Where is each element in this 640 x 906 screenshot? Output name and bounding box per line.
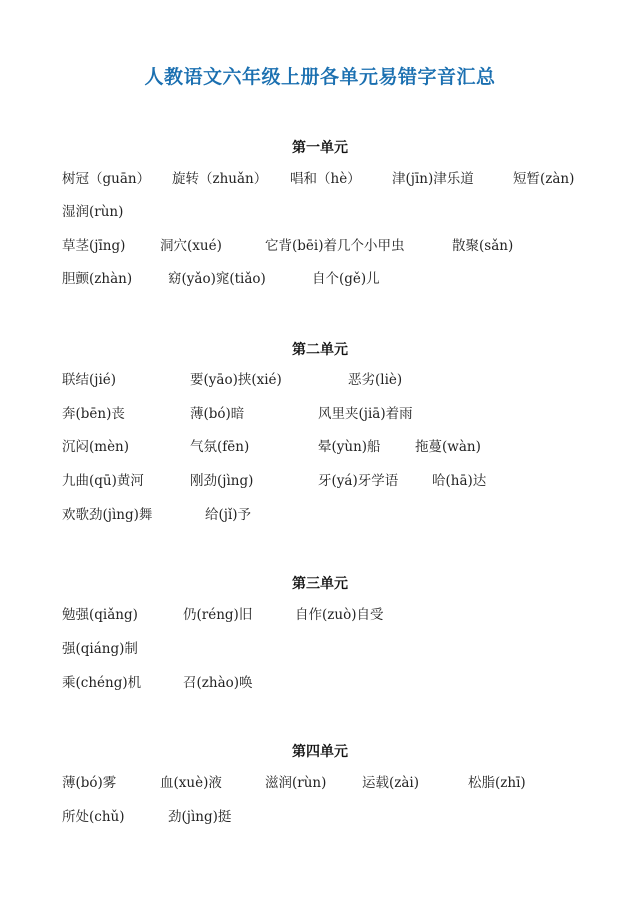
vocab-entry: 恶劣(liè) <box>348 372 403 388</box>
vocab-entry: 刚劲(jìng) <box>190 473 254 489</box>
vocab-entry: 旋转（zhuǎn） <box>172 171 268 187</box>
vocab-entry: 沉闷(mèn) <box>62 439 130 455</box>
vocab-entry: 召(zhào)唤 <box>183 675 253 691</box>
vocab-entry: 所处(chǔ) <box>62 809 125 825</box>
vocab-entry: 奔(bēn)丧 <box>62 406 125 422</box>
vocab-entry: 自个(gě)儿 <box>312 271 380 287</box>
vocab-entry: 欢歌劲(jìng)舞 <box>62 507 153 523</box>
vocab-line <box>0 369 640 391</box>
vocab-line <box>0 470 640 492</box>
vocab-line <box>0 436 640 458</box>
vocab-line <box>0 168 640 190</box>
vocab-entry: 薄(bó)雾 <box>62 775 117 791</box>
vocab-entry: 哈(hā)达 <box>432 473 487 489</box>
vocab-line <box>0 604 640 626</box>
vocab-entry: 湿润(rùn) <box>62 204 124 220</box>
vocab-entry: 牙(yá)牙学语 <box>318 473 399 489</box>
unit-title: 第二单元 <box>292 342 348 358</box>
vocab-entry: 胆颤(zhàn) <box>62 271 133 287</box>
vocab-line <box>0 235 640 257</box>
page-title: 人教语文六年级上册各单元易错字音汇总 <box>144 66 496 88</box>
vocab-entry: 仍(réng)旧 <box>183 607 253 623</box>
vocab-entry: 气氛(fēn) <box>190 439 250 455</box>
vocab-entry: 联结(jié) <box>62 372 117 388</box>
unit-title: 第三单元 <box>292 576 348 592</box>
vocab-entry: 薄(bó)暗 <box>190 406 245 422</box>
vocab-line <box>0 806 640 828</box>
vocab-entry: 要(yāo)挟(xié) <box>190 372 282 388</box>
vocab-line <box>0 504 640 526</box>
vocab-entry: 劲(jìng)挺 <box>168 809 232 825</box>
vocab-entry: 血(xuè)液 <box>160 775 222 791</box>
vocab-entry: 风里夹(jiā)着雨 <box>318 406 413 422</box>
vocab-line <box>0 403 640 425</box>
vocab-entry: 松脂(zhī) <box>468 775 526 791</box>
vocab-entry: 洞穴(xué) <box>160 238 222 254</box>
vocab-entry: 唱和（hè） <box>290 171 361 187</box>
vocab-entry: 草茎(jīng) <box>62 238 126 254</box>
vocab-entry: 散聚(sǎn) <box>452 238 514 254</box>
vocab-entry: 它背(bēi)着几个小甲虫 <box>265 238 405 254</box>
vocab-entry: 晕(yùn)船 <box>318 439 381 455</box>
vocab-entry: 窈(yǎo)窕(tiǎo) <box>168 271 266 287</box>
vocab-entry: 拖蔓(wàn) <box>415 439 481 455</box>
vocab-line <box>0 638 640 660</box>
vocab-line <box>0 201 640 223</box>
vocab-entry: 给(jǐ)予 <box>205 507 252 523</box>
unit-title: 第一单元 <box>292 140 348 156</box>
vocab-entry: 树冠（guān） <box>62 171 151 187</box>
vocab-entry: 强(qiáng)制 <box>62 641 138 657</box>
vocab-entry: 津(jīn)津乐道 <box>392 171 474 187</box>
vocab-entry: 滋润(rùn) <box>265 775 327 791</box>
vocab-line <box>0 672 640 694</box>
vocab-line <box>0 772 640 794</box>
vocab-entry: 乘(chéng)机 <box>62 675 142 691</box>
vocab-entry: 运载(zài) <box>362 775 420 791</box>
vocab-entry: 九曲(qū)黄河 <box>62 473 144 489</box>
vocab-entry: 短暂(zàn) <box>513 171 575 187</box>
vocab-line <box>0 268 640 290</box>
vocab-entry: 自作(zuò)自受 <box>295 607 384 623</box>
unit-title: 第四单元 <box>292 744 348 760</box>
vocab-entry: 勉强(qiǎng) <box>62 607 138 623</box>
